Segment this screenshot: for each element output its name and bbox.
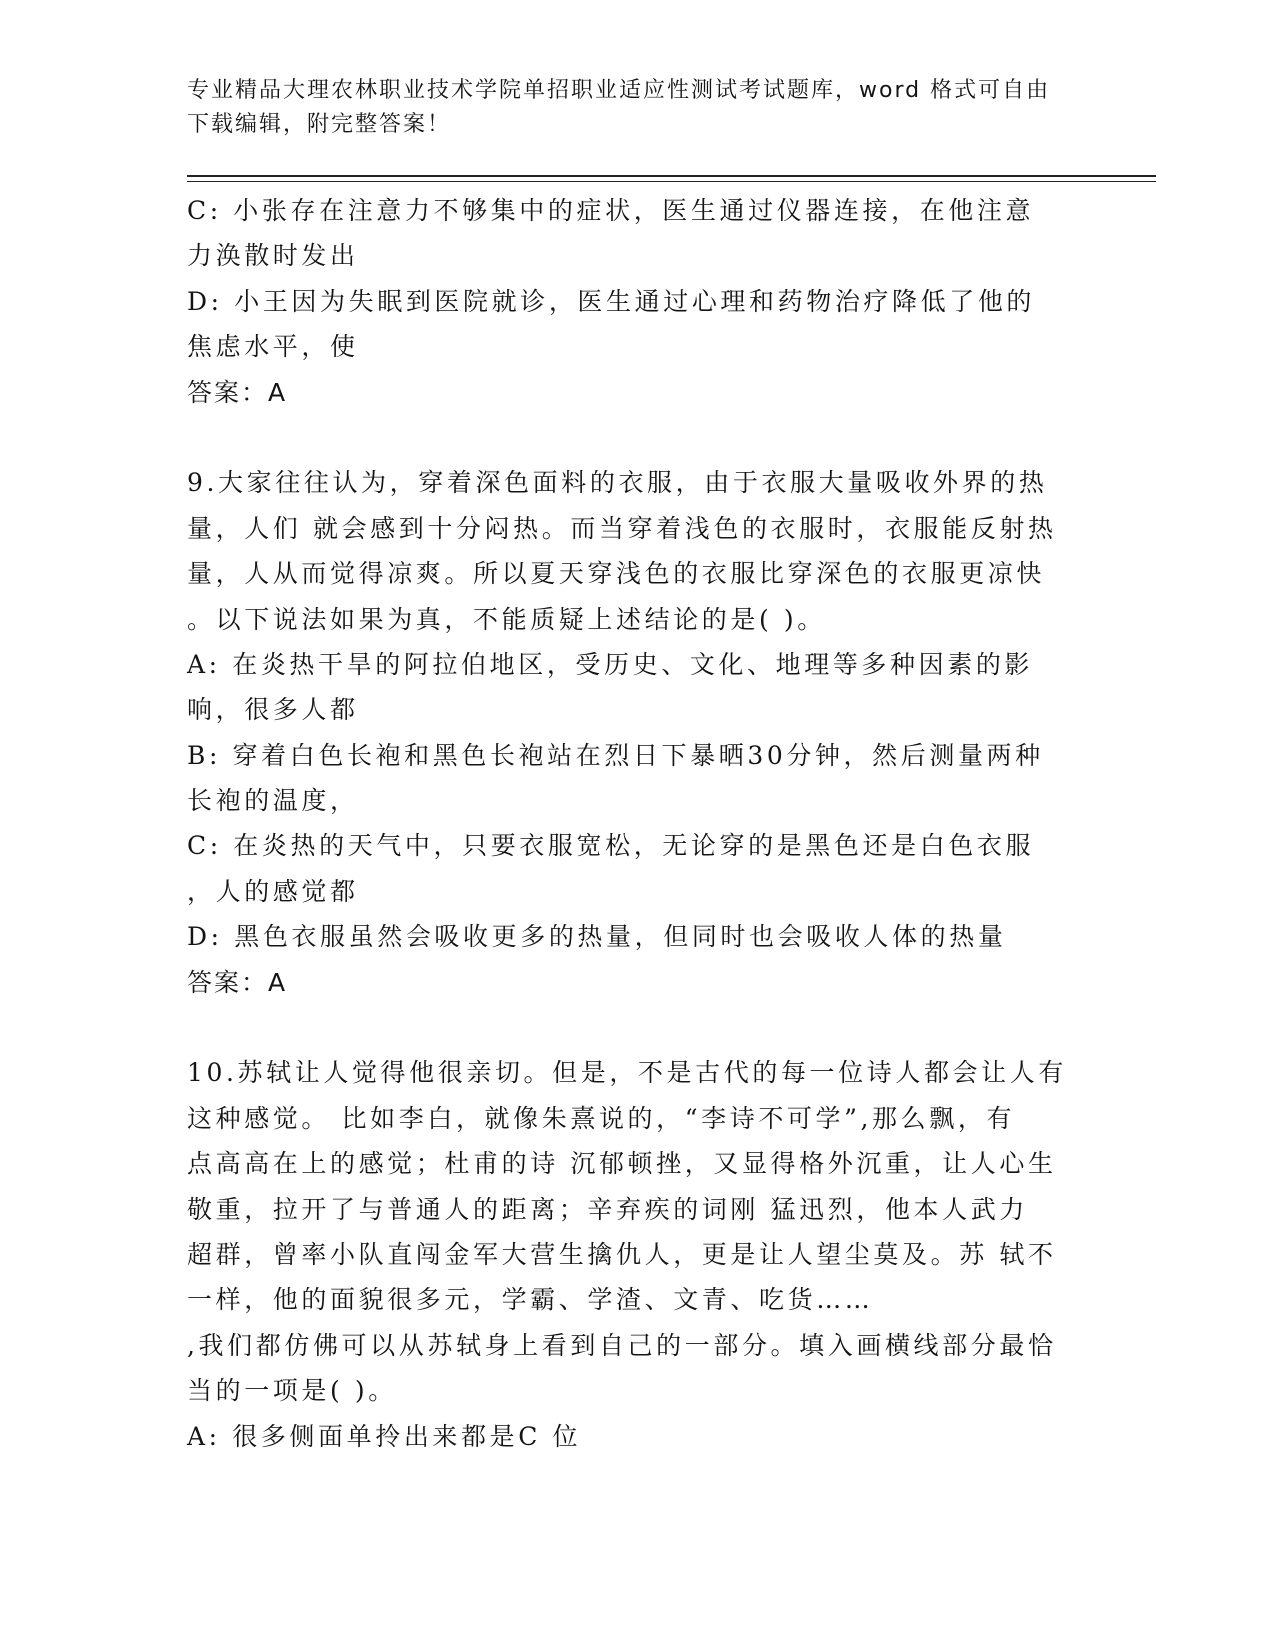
- question-9: [187, 460, 1087, 1005]
- q8-answer: 答案：A: [187, 377, 288, 407]
- question-10: [187, 1050, 1087, 1459]
- q9-stem-line-3: 量，人从而觉得凉爽。所以夏天穿浅色的衣服比穿深色的衣服更凉快: [187, 559, 1046, 589]
- q8-option-d-line-1: D: 小王因为失眠到医院就诊，医生通过心理和药物治疗降低了他的: [187, 286, 1036, 316]
- q9-option-b-line-1: B: 穿着白色长袍和黑色长袍站在烈日下暴晒30分钟，然后测量两种: [187, 740, 1044, 770]
- header-line-1: 专业精品大理农林职业技术学院单招职业适应性测试考试题库，word 格式可自由: [187, 78, 1051, 103]
- q10-stem-line-4: 敬重，拉开了与普通人的距离；辛弃疾的词刚 猛迅烈，他本人武力: [187, 1194, 1028, 1224]
- question-content: [187, 188, 1087, 1459]
- q9-option-b-line-2: 长袍的温度，: [187, 786, 359, 816]
- q9-option-c-line-2: ，人的感觉都: [187, 876, 359, 906]
- q9-answer: 答案：A: [187, 967, 288, 997]
- q10-stem-line-3: 点高高在上的感觉；杜甫的诗 沉郁顿挫，又显得格外沉重，让人心生: [187, 1149, 1057, 1179]
- spacer: [187, 1005, 1087, 1050]
- q9-stem-line-1: 9.大家往往认为，穿着深色面料的衣服，由于衣服大量吸收外界的热: [187, 468, 1048, 498]
- q9-stem-line-4: 。以下说法如果为真，不能质疑上述结论的是( )。: [187, 604, 826, 634]
- q10-stem-line-5: 超群，曾率小队直闯金军大营生擒仇人，更是让人望尘莫及。苏 轼不: [187, 1239, 1057, 1269]
- header-line-2: 下载编辑，附完整答案！: [187, 112, 452, 137]
- spacer: [187, 415, 1087, 460]
- q10-stem-line-6: 一样，他的面貌很多元，学霸、学渣、文青、吃货……: [187, 1285, 874, 1315]
- page-header: [187, 74, 1067, 142]
- q8-option-c-line-2: 力涣散时发出: [187, 241, 359, 271]
- q8-option-c-line-1: C: 小张存在注意力不够集中的症状，医生通过仪器连接，在他注意: [187, 196, 1035, 225]
- q9-option-a-line-2: 响，很多人都: [187, 695, 359, 725]
- q10-option-a-line-1: A: 很多侧面单拎出来都是C 位: [187, 1421, 582, 1451]
- q9-option-d-line-1: D: 黑色衣服虽然会吸收更多的热量，但同时也会吸收人体的热量: [187, 922, 1007, 952]
- q10-stem-line-8: 当的一项是( )。: [187, 1376, 397, 1406]
- q10-stem-line-2: 这种感觉。 比如李白，就像朱熹说的，“李诗不可学”,那么飘，有: [187, 1103, 1016, 1133]
- question-8: [187, 188, 1087, 415]
- q10-stem-line-7: ,我们都仿佛可以从苏轼身上看到自己的一部分。填入画横线部分最恰: [187, 1330, 1057, 1360]
- q9-stem-line-2: 量，人们 就会感到十分闷热。而当穿着浅色的衣服时，衣服能反射热: [187, 513, 1057, 543]
- header-rule-thick: [187, 175, 1156, 177]
- q8-option-d-line-2: 焦虑水平，使: [187, 332, 359, 362]
- q9-option-a-line-1: A: 在炎热干旱的阿拉伯地区，受历史、文化、地理等多种因素的影: [187, 649, 1034, 679]
- q10-stem-line-1: 10.苏轼让人觉得他很亲切。但是，不是古代的每一位诗人都会让人有: [187, 1058, 1067, 1088]
- q9-option-c-line-1: C: 在炎热的天气中，只要衣服宽松，无论穿的是黑色还是白色衣服: [187, 831, 1035, 861]
- header-rule-thin: [187, 181, 1156, 182]
